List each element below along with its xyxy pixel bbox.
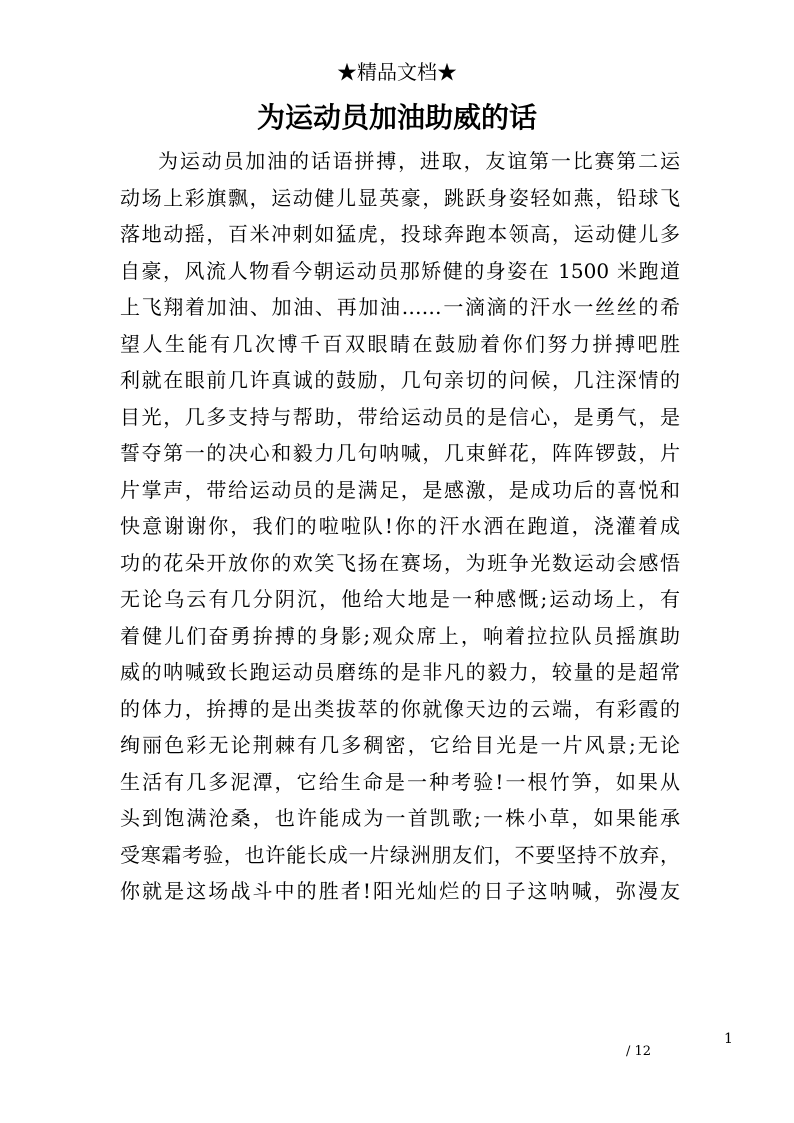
body-line: 绚丽色彩无论荆棘有几多稠密，它给目光是一片风景;无论 (120, 733, 680, 757)
body-line: 自豪，风流人物看今朝运动员那矫健的身姿在 1500 米跑道 (120, 258, 680, 283)
document-body (120, 143, 680, 910)
body-line: 你就是这场战斗中的胜者!阳光灿烂的日子这呐喊，弥漫友 (120, 879, 680, 903)
body-line: 功的花朵开放你的欢笑飞扬在赛场，为班争光数运动会感悟 (120, 550, 680, 575)
body-line: 受寒霜考验，也许能长成一片绿洲朋友们，不要坚持不放弃， (120, 842, 680, 867)
body-line: 的体力，拚搏的是出类拔萃的你就像天边的云端，有彩霞的 (120, 696, 680, 721)
body-line: 利就在眼前几许真诚的鼓励，几句亲切的问候，几注深情的 (120, 368, 680, 392)
body-line: 头到饱满沧桑，也许能成为一首凯歌;一株小草，如果能承 (120, 806, 680, 830)
page-number: 1 (724, 1031, 733, 1047)
body-line: 望人生能有几次博千百双眼睛在鼓励着你们努力拼搏吧胜 (120, 331, 680, 356)
body-line: 上飞翔着加油、加油、再加油……一滴滴的汗水一丝丝的希 (120, 295, 680, 319)
body-line: 生活有几多泥潭，它给生命是一种考验!一根竹笋，如果从 (120, 769, 680, 794)
body-line: 片掌声，带给运动员的是满足，是感激，是成功后的喜悦和 (120, 477, 680, 502)
body-line: 无论乌云有几分阴沉，他给大地是一种感慨;运动场上，有 (120, 587, 680, 611)
page-total: / 12 (626, 1044, 652, 1059)
body-line: 威的呐喊致长跑运动员磨练的是非凡的毅力，较量的是超常 (120, 660, 680, 684)
body-line: 落地动摇，百米冲刺如猛虎，投球奔跑本领高，运动健儿多 (120, 222, 680, 246)
body-line: 着健儿们奋勇拚搏的身影;观众席上，响着拉拉队员摇旗助 (120, 623, 680, 648)
header-mark: ★精品文档★ (337, 60, 457, 84)
body-line: 为运动员加油的话语拼搏，进取，友谊第一比赛第二运 (158, 149, 680, 173)
body-line: 目光，几多支持与帮助，带给运动员的是信心，是勇气，是 (120, 404, 680, 429)
body-line: 快意谢谢你，我们的啦啦队!你的汗水洒在跑道，浇灌着成 (120, 514, 680, 538)
body-line: 动场上彩旗飘，运动健儿显英豪，跳跃身姿轻如燕，铅球飞 (120, 185, 680, 210)
body-line: 誓夺第一的决心和毅力几句呐喊，几束鲜花，阵阵锣鼓，片 (120, 441, 680, 465)
document-title: 为运动员加油助威的话 (256, 101, 537, 134)
